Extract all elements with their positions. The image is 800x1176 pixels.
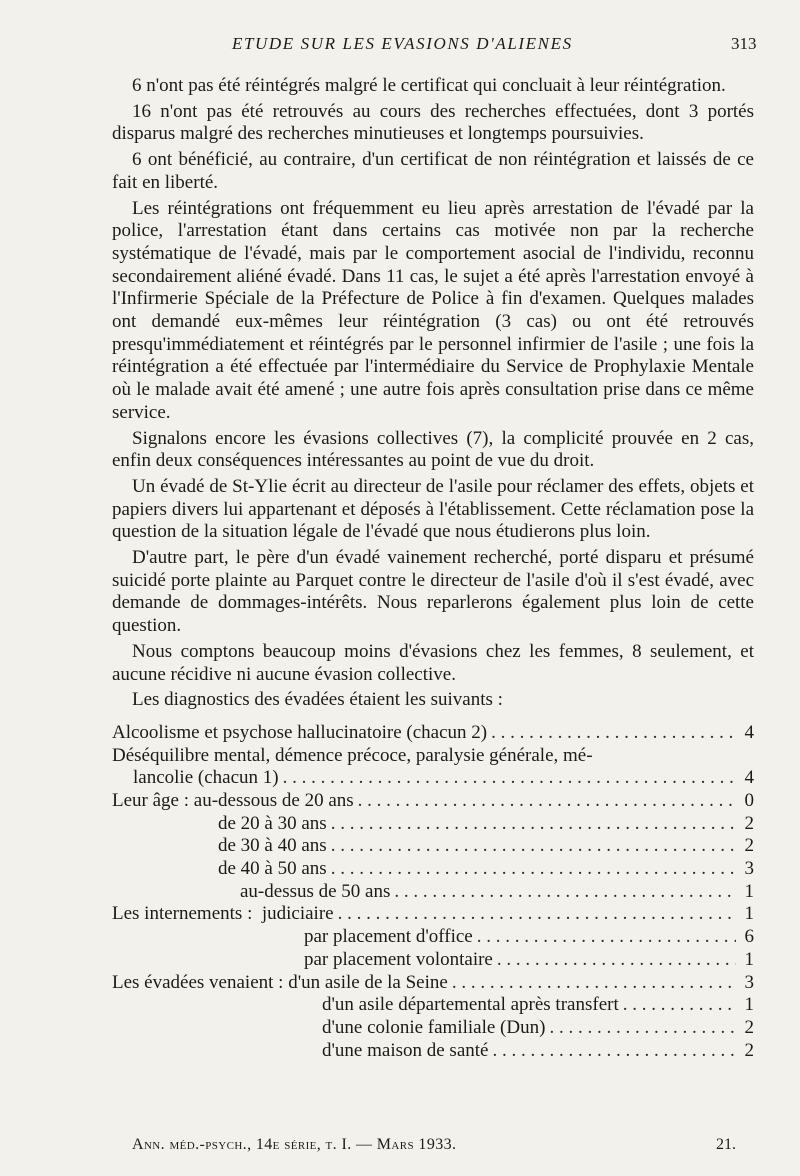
row-label: de 20 à 30 ans (218, 812, 327, 834)
dot-leader (331, 858, 736, 881)
row-label: de 40 à 50 ans (218, 858, 327, 880)
row-value: 3 (744, 858, 754, 880)
internement-lead (112, 903, 334, 926)
row-value: 1 (744, 903, 754, 925)
row-label: d'un asile de la Seine (288, 971, 448, 993)
origin-row (112, 1040, 754, 1063)
paragraph: Nous comptons beaucoup moins d'évasions chez les femmes, 8 seulement, et aucune récidive ni aucune évasion collective. (112, 640, 754, 685)
dot-leader (338, 903, 736, 926)
origin-row (112, 1017, 754, 1040)
internement-lead-text: Les internements : (112, 903, 253, 925)
age-row (112, 858, 754, 881)
diagnostic-row (112, 722, 754, 745)
origin-lead-text: Les évadées venaient : (112, 971, 284, 993)
row-label: judiciaire (261, 903, 334, 925)
paragraph: Signalons encore les évasions collectives (7), la complicité prouvée en 2 cas, enfin deux conséquences intéressantes au point de vue du droit. (112, 427, 754, 472)
row-label: Déséquilibre mental, démence précoce, paralysie générale, mé- (112, 744, 593, 766)
paragraph: D'autre part, le père d'un évadé vainement recherché, porté disparu et présumé suicidé porte plainte au Parquet contre le directeur de l'asile d'où il s'est évadé, avec demande de dommages-intérêts. Nous reparlerons également plus loin de cette question. (112, 547, 754, 637)
paragraph: 6 ont bénéficié, au contraire, d'un certificat de non réintégration et laissés de ce fait en liberté. (112, 149, 754, 193)
age-row (112, 835, 754, 858)
row-value: 6 (744, 926, 754, 948)
row-value: 2 (744, 1039, 754, 1061)
dot-leader (283, 767, 736, 790)
dot-leader (477, 926, 736, 949)
statistics-list (112, 722, 754, 1062)
row-label: d'une maison de santé (322, 1039, 489, 1061)
row-label: d'un asile départemental après transfert (322, 994, 619, 1016)
journal-reference: Ann. méd.-psych., 14e série, t. I. — Mars 1933. (132, 1136, 457, 1153)
dot-leader (623, 994, 736, 1017)
row-label: de 30 à 40 ans (218, 835, 327, 857)
running-title: ETUDE SUR LES EVASIONS D'ALIENES (232, 34, 573, 53)
internement-row (112, 926, 754, 949)
paragraph: 6 n'ont pas été réintégrés malgré le certificat qui concluait à leur réintégration. (132, 75, 726, 96)
age-row (112, 813, 754, 836)
row-value: 4 (744, 767, 754, 789)
paragraph: Les réintégrations ont fréquemment eu lieu après arrestation de l'évadé par la police, l'arrestation étant dans certains cas motivée non par la recherche systématique de l'évadé, mais par le comportement asocial de l'individu, reconnu secondairement aliéné évadé. Dans 11 cas, le sujet a été après l'arrestation envoyé à l'Infirmerie Spéciale de la Préfecture de Police à fin d'examen. Quelques malades ont demandé eux-mêmes leur réintégration (3 cas) ou ont été retrouvés presqu'immédiatement et réintégrés par le personnel infirmier de l'asile ; une fois la réintégration a été effectuée par l'intermédiaire du Service de Prophylaxie Mentale où le malade avait été amené ; une autre fois après consultation prise dans ce même service. (112, 197, 754, 423)
origin-row (112, 994, 754, 1017)
row-value: 2 (744, 812, 754, 834)
dot-leader (497, 949, 736, 972)
row-value: 4 (744, 721, 754, 743)
row-label: par placement d'office (304, 926, 473, 948)
age-row (112, 790, 754, 813)
row-value: 0 (744, 790, 754, 812)
age-row (112, 881, 754, 904)
page-number: 313 (731, 34, 757, 53)
row-value: 1 (744, 994, 754, 1016)
signature-mark: 21. (716, 1136, 736, 1153)
paragraph: Un évadé de St-Ylie écrit au directeur de l'asile pour réclamer des effets, objets et papiers divers lui appartenant et déposés à l'établissement. Cette réclamation pose la question de la situation légale de l'évadé que nous étudierons plus loin. (112, 475, 754, 543)
internement-row (112, 949, 754, 972)
row-value: 1 (744, 948, 754, 970)
dot-leader (492, 1040, 736, 1063)
origin-lead (112, 972, 448, 995)
page-header (0, 34, 800, 58)
diagnostic-row-line1 (112, 745, 754, 768)
origin-row (112, 972, 754, 995)
page-footer (0, 1136, 800, 1160)
diagnostic-row-line2 (112, 767, 754, 790)
dot-leader (331, 835, 736, 858)
dot-leader (491, 722, 736, 745)
row-label: d'une colonie familiale (Dun) (322, 1016, 546, 1038)
row-label: Alcoolisme et psychose hallucinatoire (chacun 2) (112, 721, 488, 743)
row-value: 1 (744, 880, 754, 902)
age-lead-text: Leur âge : (112, 790, 190, 812)
dot-leader (358, 790, 736, 813)
row-value: 2 (744, 835, 754, 857)
internement-row (112, 903, 754, 926)
row-label: au-dessous de 20 ans (193, 790, 354, 812)
row-value: 3 (744, 971, 754, 993)
dot-leader (331, 813, 736, 836)
dot-leader (394, 881, 736, 904)
paragraph: Les diagnostics des évadées étaient les suivants : (132, 689, 503, 711)
age-lead (112, 790, 354, 813)
row-label: par placement volontaire (304, 948, 493, 970)
row-value: 2 (744, 1016, 754, 1038)
row-label: lancolie (chacun 1) (133, 767, 279, 789)
paragraph: 16 n'ont pas été retrouvés au cours des recherches effectuées, dont 3 portés disparus malgré des recherches minutieuses et longtemps poursuivies. (112, 100, 754, 145)
dot-leader (452, 972, 736, 995)
row-label: au-dessus de 50 ans (240, 880, 391, 902)
dot-leader (549, 1017, 736, 1040)
page-body (112, 75, 754, 1062)
